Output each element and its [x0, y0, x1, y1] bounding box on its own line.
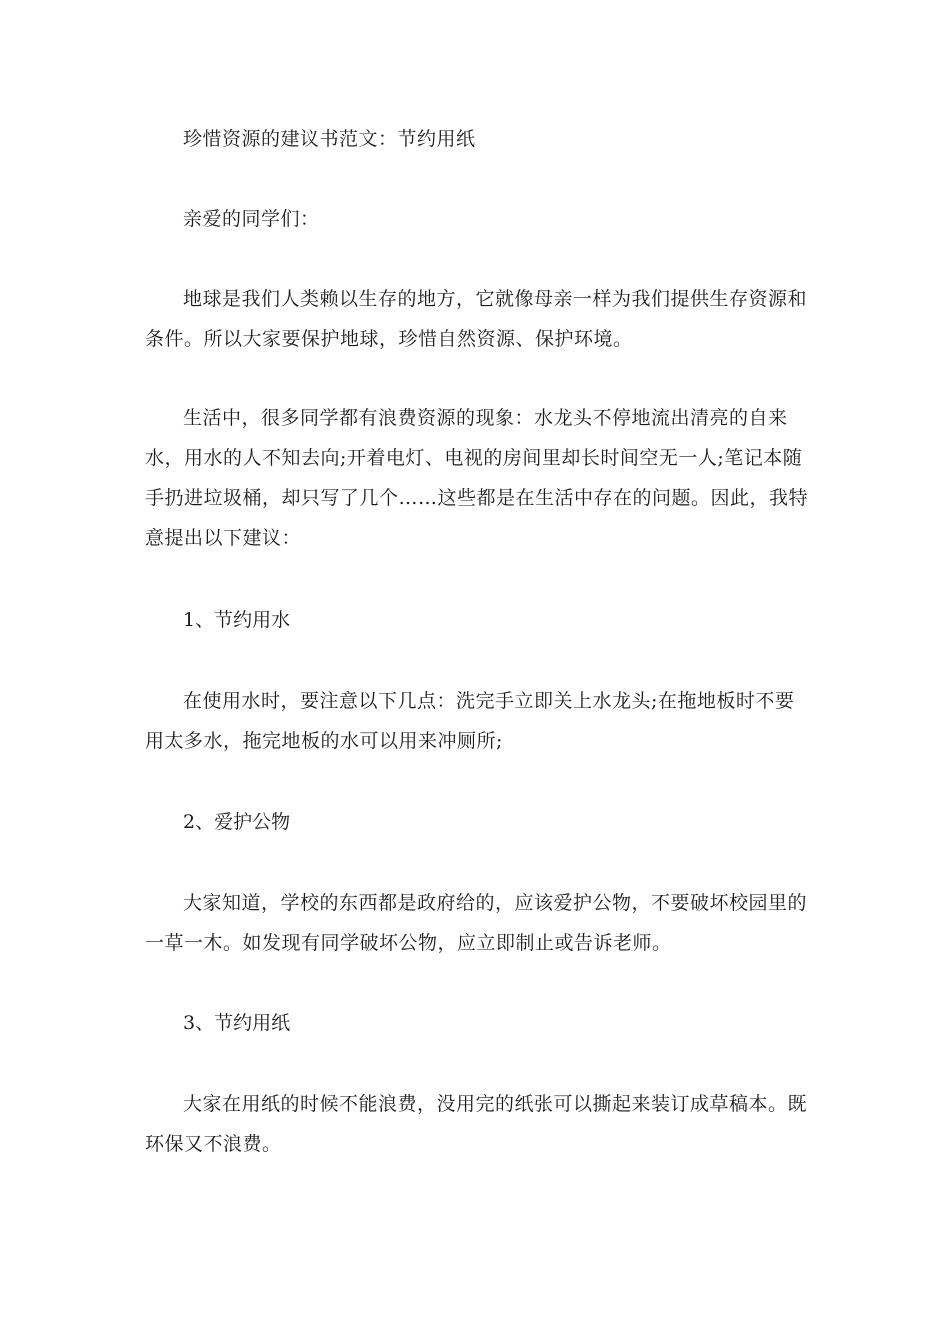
section-heading-public-property: 2、爱护公物 — [183, 811, 291, 833]
section-heading-paper: 3、节约用纸 — [183, 1012, 291, 1034]
problem-paragraph: 生活中，很多同学都有浪费资源的现象：水龙头不停地流出清亮的自来水，用水的人不知去向;开着电灯、电视的房间里却长时间空无一人;笔记本随手扔进垃圾桶，却只写了几个……这些都是在生活中存在的问题。因此，我特意提出以下建议： — [145, 407, 809, 549]
section-heading-water: 1、节约用水 — [183, 609, 291, 631]
section-body-public-property: 大家知道，学校的东西都是政府给的，应该爱护公物，不要破坏校园里的一草一木。如发现有同学破坏公物，应立即制止或告诉老师。 — [145, 892, 808, 954]
intro-paragraph: 地球是我们人类赖以生存的地方，它就像母亲一样为我们提供生存资源和条件。所以大家要保护地球，珍惜自然资源、保护环境。 — [145, 288, 808, 350]
greeting: 亲爱的同学们： — [183, 208, 320, 230]
section-body-water: 在使用水时，要注意以下几点：洗完手立即关上水龙头;在拖地板时不要用太多水，拖完地板的水可以用来冲厕所; — [145, 690, 795, 752]
document-title: 珍惜资源的建议书范文：节约用纸 — [183, 128, 476, 150]
section-body-paper: 大家在用纸的时候不能浪费，没用完的纸张可以撕起来装订成草稿本。既环保又不浪费。 — [145, 1093, 808, 1155]
